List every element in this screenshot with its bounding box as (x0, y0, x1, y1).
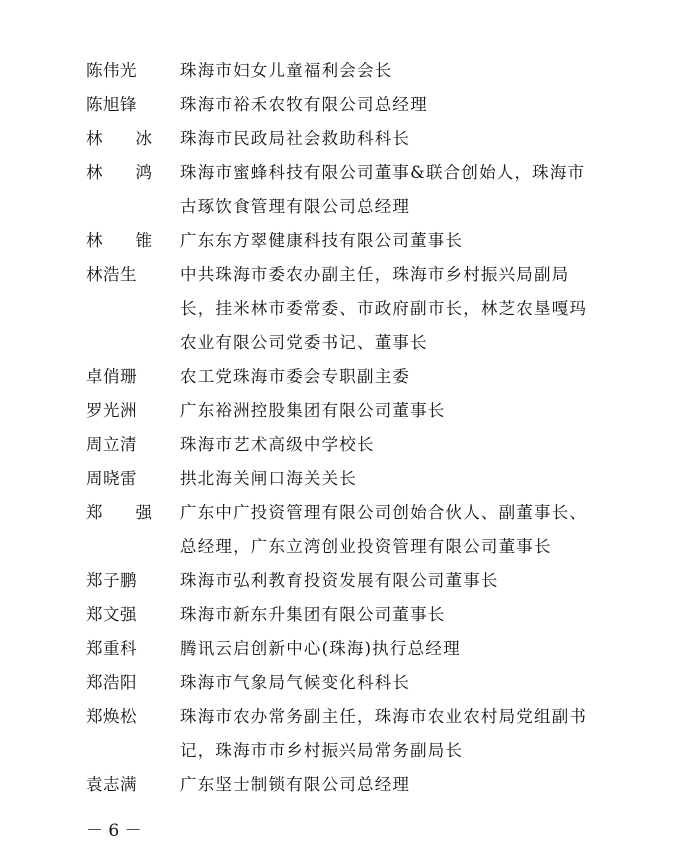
member-entry (0, 700, 682, 768)
member-name-char: 强 (120, 605, 137, 624)
member-name-char: 俏 (103, 367, 120, 386)
member-name (86, 88, 152, 122)
member-title: 珠海市艺术高级中学校长 (180, 435, 375, 454)
member-title: 中共珠海市委农办副主任，珠海市乡村振兴局副局长，挂米林市委常委、市政府副市长，林芝农垦嘎玛农业有限公司党委书记、董事长 (180, 265, 588, 352)
member-title: 珠海市民政局社会救助科科长 (180, 129, 411, 148)
member-name-char: 焕 (103, 707, 120, 726)
member-name-char: 林 (86, 231, 103, 250)
member-name (86, 428, 152, 462)
member-name-char: 子 (103, 571, 120, 590)
member-name (86, 598, 152, 632)
member-name (86, 666, 152, 700)
member-name (86, 700, 152, 734)
member-entry (0, 122, 682, 156)
member-name-char: 鹏 (120, 571, 137, 590)
member-entry (0, 598, 682, 632)
member-name-char: 林 (86, 265, 103, 284)
member-name-char: 松 (120, 707, 137, 726)
member-name-char: 陈 (86, 95, 103, 114)
member-name-char: 立 (103, 435, 120, 454)
member-name (86, 122, 152, 156)
member-name-char: 罗 (86, 401, 103, 420)
member-name-char: 阳 (120, 673, 137, 692)
member-name-char: 旭 (103, 95, 120, 114)
member-name (86, 224, 152, 258)
page-number: － 6 － (86, 821, 142, 841)
member-name-char: 郑 (86, 605, 103, 624)
member-name-char: 伟 (103, 61, 120, 80)
member-name (86, 768, 152, 802)
member-title: 珠海市新东升集团有限公司董事长 (180, 605, 446, 624)
member-title: 拱北海关闸口海关关长 (180, 469, 357, 488)
member-entry (0, 666, 682, 700)
member-name (86, 54, 152, 88)
member-entry (0, 156, 682, 224)
member-name-char: 袁 (86, 775, 103, 794)
member-name (86, 496, 152, 530)
member-name (86, 564, 152, 598)
member-name-char: 满 (120, 775, 137, 794)
member-name-char: 冰 (135, 129, 152, 148)
member-name-char: 志 (103, 775, 120, 794)
member-title: 珠海市妇女儿童福利会会长 (180, 61, 393, 80)
member-name (86, 394, 152, 428)
member-name-char: 浩 (103, 265, 120, 284)
member-name-char: 文 (103, 605, 120, 624)
member-name-char: 锥 (135, 231, 152, 250)
member-name-char: 洲 (120, 401, 137, 420)
member-entry (0, 224, 682, 258)
member-name-char: 鸿 (135, 163, 152, 182)
member-title: 广东裕洲控股集团有限公司董事长 (180, 401, 446, 420)
member-entry (0, 462, 682, 496)
member-name (86, 360, 152, 394)
member-name (86, 632, 152, 666)
member-title: 农工党珠海市委会专职副主委 (180, 367, 411, 386)
member-entry (0, 496, 682, 564)
member-title: 腾讯云启创新中心(珠海)执行总经理 (180, 639, 461, 658)
member-name-char: 郑 (86, 707, 103, 726)
member-name-char: 珊 (120, 367, 137, 386)
member-name-char: 科 (120, 639, 137, 658)
member-name-char: 周 (86, 435, 103, 454)
member-title: 珠海市农办常务副主任，珠海市农业农村局党组副书记，珠海市市乡村振兴局常务副局长 (180, 707, 588, 760)
member-list (0, 54, 682, 802)
member-entry (0, 88, 682, 122)
member-name-char: 郑 (86, 639, 103, 658)
member-name-char: 雷 (120, 469, 137, 488)
member-name (86, 258, 152, 292)
member-name-char: 周 (86, 469, 103, 488)
member-name-char: 林 (86, 163, 103, 182)
member-name-char: 林 (86, 129, 103, 148)
member-name-char: 浩 (103, 673, 120, 692)
member-name-char: 强 (135, 503, 152, 522)
member-name-char: 生 (120, 265, 137, 284)
member-title: 珠海市气象局气候变化科科长 (180, 673, 411, 692)
member-entry (0, 394, 682, 428)
member-entry (0, 258, 682, 360)
member-name-char: 陈 (86, 61, 103, 80)
member-name-char: 郑 (86, 673, 103, 692)
member-title: 广东中广投资管理有限公司创始合伙人、副董事长、总经理，广东立湾创业投资管理有限公司董事长 (180, 503, 588, 556)
member-name-char: 晓 (103, 469, 120, 488)
member-title: 珠海市裕禾农牧有限公司总经理 (180, 95, 428, 114)
member-entry (0, 360, 682, 394)
member-title: 广东东方翠健康科技有限公司董事长 (180, 231, 464, 250)
member-title: 广东坚士制锁有限公司总经理 (180, 775, 411, 794)
member-name (86, 462, 152, 496)
member-entry (0, 428, 682, 462)
member-entry (0, 632, 682, 666)
member-name-char: 卓 (86, 367, 103, 386)
member-title: 珠海市蜜蜂科技有限公司董事&联合创始人，珠海市古琢饮食管理有限公司总经理 (180, 163, 586, 216)
member-name-char: 清 (120, 435, 137, 454)
member-entry (0, 54, 682, 88)
member-name-char: 郑 (86, 571, 103, 590)
member-name-char: 光 (103, 401, 120, 420)
member-name-char: 光 (120, 61, 137, 80)
member-name (86, 156, 152, 190)
member-name-char: 郑 (86, 503, 103, 522)
member-name-char: 锋 (120, 95, 137, 114)
member-title: 珠海市弘利教育投资发展有限公司董事长 (180, 571, 499, 590)
member-name-char: 重 (103, 639, 120, 658)
member-entry (0, 768, 682, 802)
member-entry (0, 564, 682, 598)
